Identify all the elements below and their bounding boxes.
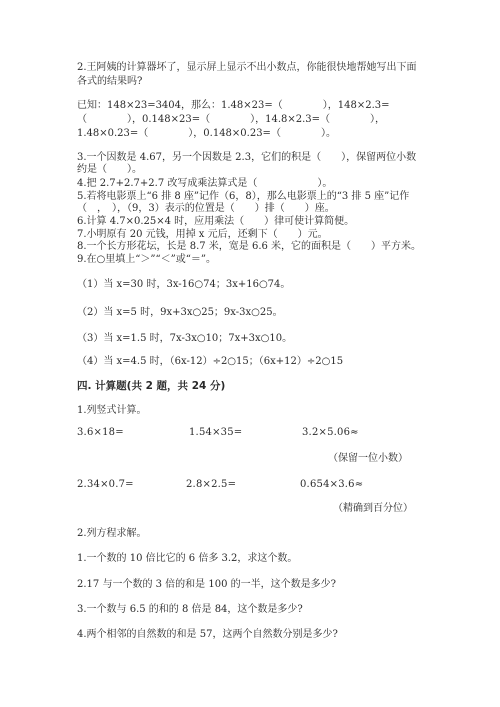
problem-2-title: 2.列方程求解。 <box>77 528 147 539</box>
calc-note: （精确到百分位） <box>333 503 413 514</box>
q3-line2: 约是（ ）。 <box>77 164 142 175</box>
calc-item: 2.8×2.5= <box>186 479 237 490</box>
q2-known-line1: 已知：148×23=3404，那么：1.48×23=（ ），148×2.3= <box>77 100 390 111</box>
q9-item: （4）当 x=4.5 时，（6x-12）÷2○15；（6x+12）÷2○15 <box>77 356 344 367</box>
q2-known-line3: 1.48×0.23=（ ），0.148×0.23=（ ）。 <box>77 128 336 139</box>
calc-item: 3.6×18= <box>77 427 124 438</box>
q5-line1: 5.若将电影票上“6 排 8 座”记作（6，8），那么电影票上的“3 排 5 座”记作 <box>77 191 410 202</box>
calc-item: 2.34×0.7= <box>77 479 134 490</box>
equation-item: 4.两个相邻的自然数的和是 57，这两个自然数分别是多少? <box>77 629 338 640</box>
calc-note: （保留一位小数） <box>328 453 408 464</box>
q9-item: （3）当 x=1.5 时，7x-3x○10；7x+3x○10。 <box>77 333 293 344</box>
section-4-heading: 四. 计算题(共 2 题，共 24 分) <box>77 380 226 392</box>
problem-1-title: 1.列竖式计算。 <box>77 405 147 416</box>
q9-item: （1）当 x=30 时，3x-16○74；3x+16○74。 <box>77 279 291 290</box>
calc-item: 0.654×3.6≈ <box>300 479 364 490</box>
q9-item: （2）当 x=5 时，9x+3x○25；9x-3x○25。 <box>77 307 283 318</box>
calc-item: 1.54×35= <box>189 427 243 438</box>
equation-item: 1.一个数的 10 倍比它的 6 倍多 3.2，求这个数。 <box>77 553 298 564</box>
q6: 6.计算 4.7×0.25×4 时，应用乘法（ ）律可使计算简便。 <box>77 216 355 227</box>
q2-line1: 2.王阿姨的计算器坏了，显示屏上显示不出小数点，你能很快地帮她写出下面 <box>77 62 417 73</box>
equation-item: 3.一个数与 6.5 的和的 8 倍是 84，这个数是多少? <box>77 604 303 615</box>
q2-known-line2: （ ），0.148×23=（ ），14.8×2.3=（ ）， <box>77 114 386 125</box>
q2-line2: 各式的结果吗? <box>77 76 143 87</box>
equation-item: 2.17 与一个数的 3 倍的和是 100 的一半，这个数是多少? <box>77 579 336 590</box>
q9: 9.在○里填上“＞”“＜”或“＝”。 <box>77 254 216 265</box>
q5-line2: （ ， ），（9，3）表示的位置是（ ）排（ ）座。 <box>77 203 335 214</box>
q4: 4.把 2.7+2.7+2.7 改写成乘法算式是（ ）。 <box>77 178 333 189</box>
calc-item: 3.2×5.06≈ <box>302 427 359 438</box>
q3-line1: 3.一个因数是 4.67，另一个因数是 2.3，它们的积是（ ），保留两位小数 <box>77 152 417 163</box>
q8: 8.一个长方形花坛，长是 8.7 米，宽是 6.6 米，它的面积是（ ）平方米。 <box>77 241 422 252</box>
q7: 7.小明原有 20 元钱，用掉 x 元后，还剩下（ ）元。 <box>77 229 328 240</box>
